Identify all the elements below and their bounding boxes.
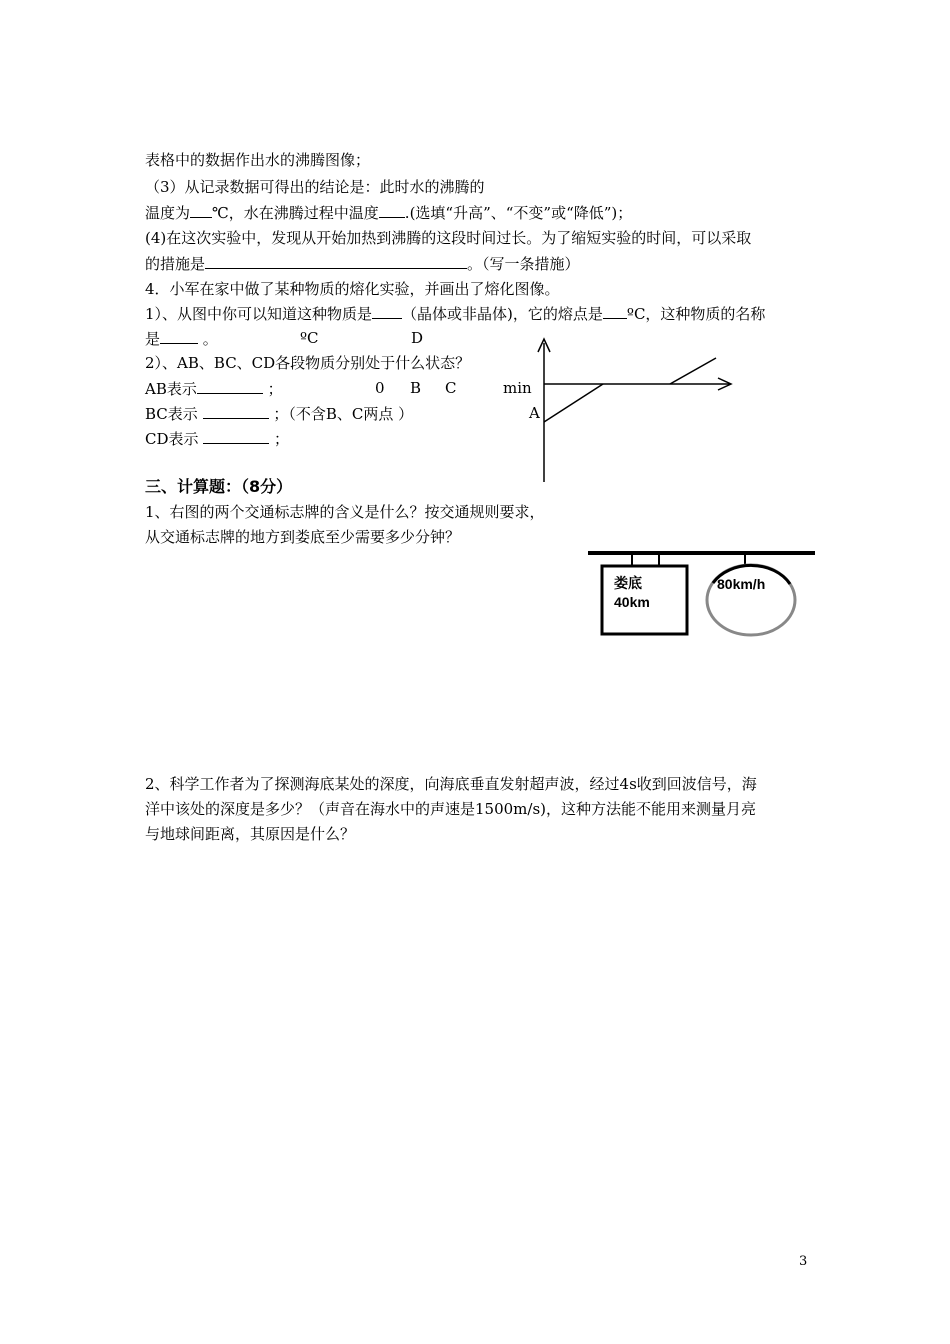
text-fragment: （晶体或非晶体)，它的熔点是 xyxy=(402,305,603,323)
text-fragment: 。（写一条措施） xyxy=(467,255,580,273)
text-fragment: ℃，水在沸腾过程中温度 xyxy=(212,204,379,222)
question-1-line-1: 1、右图的两个交通标志牌的含义是什么？按交通规则要求， xyxy=(145,503,545,521)
text-fragment: AB表示 xyxy=(145,380,197,398)
speed-limit-text: 80km/h xyxy=(717,576,766,592)
graph-label-b: B xyxy=(410,379,422,397)
text-fragment: ；（不含B、C两点 ） xyxy=(268,405,414,423)
text-fragment: CD表示 xyxy=(145,430,204,448)
graph-segment-ab xyxy=(544,384,603,422)
graph-label-c: C xyxy=(445,379,457,397)
text-fragment: 。 xyxy=(198,330,218,348)
question-2-line-3: 与地球间距离，其原因是什么？ xyxy=(145,825,356,843)
question-2-line-1: 2、科学工作者为了探测海底某处的深度，向海底垂直发射超声波，经过4s收到回波信号，海 xyxy=(145,775,757,793)
text-fragment: BC表示 xyxy=(145,405,203,423)
text-line-2: （3）从记录数据可得出的结论是：此时水的沸腾的 xyxy=(145,178,485,196)
melting-graph xyxy=(538,339,731,482)
text-fragment: 的措施是 xyxy=(145,255,206,273)
question-2-line-2: 洋中该处的深度是多少？（声音在海水中的声速是1500m/s)，这种方法能不能用来测量月亮 xyxy=(145,800,757,818)
text-line-9: 2）、AB、BC、CD各段物质分别处于什么状态？ xyxy=(145,354,471,372)
text-fragment: 是 xyxy=(145,330,161,348)
graph-label-d: D xyxy=(411,329,424,347)
graph-label-celsius: ºC xyxy=(300,329,319,347)
text-fragment: ； xyxy=(269,430,290,448)
graph-label-a: A xyxy=(529,404,540,422)
question-1-line-2: 从交通标志牌的地方到娄底至少需要多少分钟？ xyxy=(145,528,461,546)
graph-label-origin: 0 xyxy=(375,379,385,397)
text-line-1: 表格中的数据作出水的沸腾图像； xyxy=(145,151,371,169)
destination-sign-distance: 40km xyxy=(614,594,650,610)
section-heading: 三、计算题：（8分） xyxy=(145,477,293,496)
text-fragment: 温度为 xyxy=(145,204,191,222)
destination-sign-place: 娄底 xyxy=(614,575,642,591)
text-fragment: .(选填“升高”、“不变”或“降低”)； xyxy=(404,204,633,222)
text-fragment: 1）、从图中你可以知道这种物质是 xyxy=(145,305,373,323)
page-number: 3 xyxy=(799,1254,808,1269)
text-fragment: ； xyxy=(262,380,283,398)
graph-segment-cd xyxy=(670,358,716,384)
text-line-6: 4．小军在家中做了某种物质的熔化实验，并画出了熔化图像。 xyxy=(145,280,560,298)
text-line-4: (4)在这次实验中，发现从开始加热到沸腾的这段时间过长。为了缩短实验的时间，可以采取 xyxy=(145,229,752,247)
text-fragment: ºC，这种物质的名称 xyxy=(626,305,766,323)
graph-label-min: min xyxy=(503,379,532,397)
